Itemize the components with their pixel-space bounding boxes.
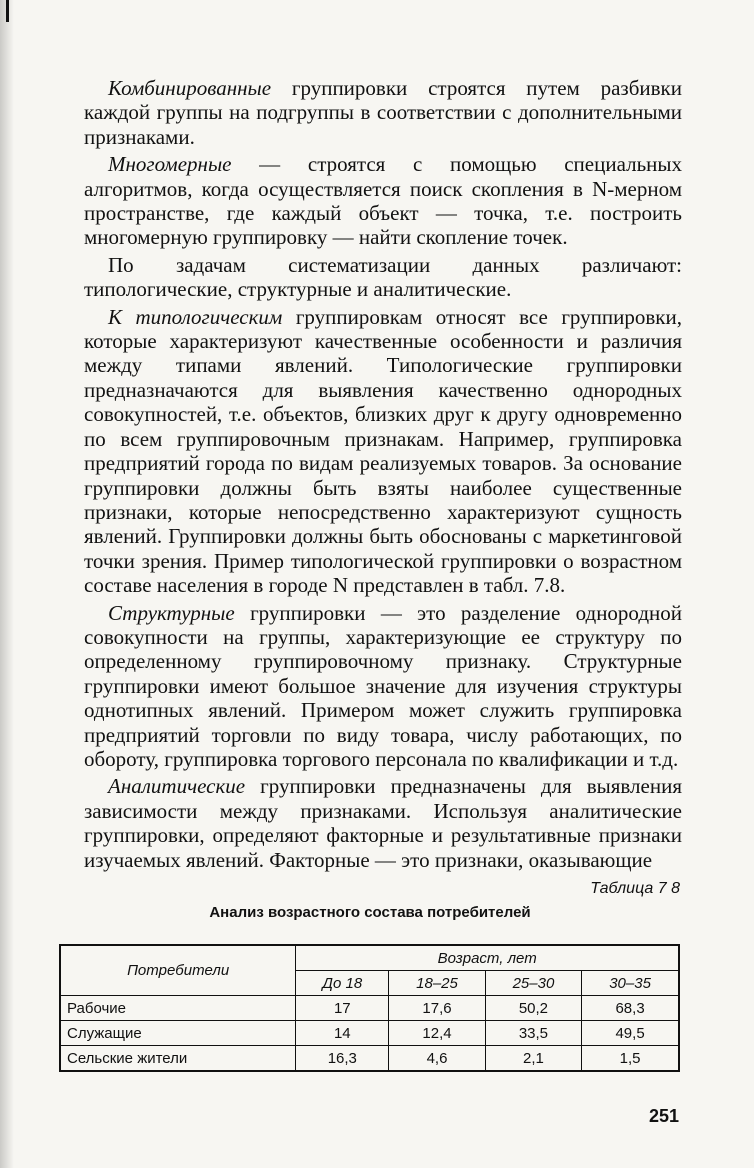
table-cell: 17 [296, 996, 389, 1021]
table-cell: 4,6 [389, 1046, 485, 1072]
term: Структурные [108, 600, 235, 625]
column-header: 30–35 [582, 971, 679, 996]
group-header: Возраст, лет [296, 945, 679, 971]
term: К типологическим [108, 304, 283, 329]
row-header: Потребители [60, 945, 296, 996]
age-table [59, 944, 680, 1072]
table-title: Анализ возрастного состава потребителей [209, 904, 531, 921]
paragraph-tasks [84, 253, 682, 302]
corner-mark [6, 0, 9, 22]
scan-shadow [0, 0, 14, 1168]
column-header: 18–25 [389, 971, 485, 996]
paragraph-multidimensional [84, 152, 682, 250]
table-row [60, 1046, 679, 1072]
table-cell: 14 [296, 1021, 389, 1046]
column-header: 25–30 [485, 971, 581, 996]
table-caption: Таблица 7 8 [590, 880, 680, 897]
table-cell: 1,5 [582, 1046, 679, 1072]
paragraph-text: — строятся с помощью специальных алгоритмов, когда осуществляется поиск скопления в N-мерном пространстве, где каждый объект — точка, т.е. построить многомерную группировку — найти скопление точек. [84, 152, 682, 250]
paragraph-combined [84, 76, 682, 149]
row-label: Рабочие [60, 996, 296, 1021]
paragraph-text: группировкам относят все группировки, которые характеризуют качественные особенности и различия между типами явлений. Типологические группировки предназначаются для выявления качественно однородных совокупностей, т.е. объектов, близких друг к другу одновременно по всем группировочным признакам. Например, группировка предприятий города по видам реализуемых товаров. За основание группировки должны быть взяты наиболее существенные признаки, которые непосредственно характеризуют сущность явлений. Группировки должны быть обоснованы с маркетинговой точки зрения. Пример типологической группировки о возрастном составе населения в городе N представлен в табл. 7.8. [84, 304, 682, 598]
table-cell: 16,3 [296, 1046, 389, 1072]
paragraph-text: По задачам систематизации данных различают: типологические, структурные и аналитические. [84, 252, 682, 302]
term: Аналитические [108, 774, 246, 799]
page-number: 251 [648, 1106, 679, 1126]
table-cell: 50,2 [485, 996, 581, 1021]
body-text [84, 76, 682, 875]
paragraph-text: группировки строятся путем разбивки каждой группы на подгруппы в соответствии с дополнительными признаками. [84, 76, 682, 149]
paragraph-analytical [84, 774, 682, 872]
row-label: Служащие [60, 1021, 296, 1046]
table-cell: 68,3 [582, 996, 679, 1021]
table-cell: 49,5 [582, 1021, 679, 1046]
paragraph-structural [84, 601, 682, 772]
paragraph-text: группировки предназначены для выявления зависимости между признаками. Используя аналитические группировки, определяют факторные и результативные признаки изучаемых явлений. Факторные — это признаки, оказывающие [84, 774, 682, 872]
table-cell: 12,4 [389, 1021, 485, 1046]
table-row [60, 1021, 679, 1046]
row-label: Сельские жители [60, 1046, 296, 1072]
table-cell: 17,6 [389, 996, 485, 1021]
column-header: До 18 [296, 971, 389, 996]
paragraph-text: группировки — это разделение однородной совокупности на группы, характеризующие ее структуру по определенному группировочному признаку. Структурные группировки имеют большое значение для изучения структуры однотипных явлений. Примером может служить группировка предприятий торговли по виду товара, числу работающих, по обороту, группировка торгового персонала по квалификации и т.д. [84, 600, 682, 771]
term: Комбинированные [108, 76, 272, 100]
term: Многомерные [108, 152, 232, 177]
table-cell: 33,5 [485, 1021, 581, 1046]
table-row [60, 996, 679, 1021]
paragraph-typological [84, 305, 682, 598]
table-cell: 2,1 [485, 1046, 581, 1072]
